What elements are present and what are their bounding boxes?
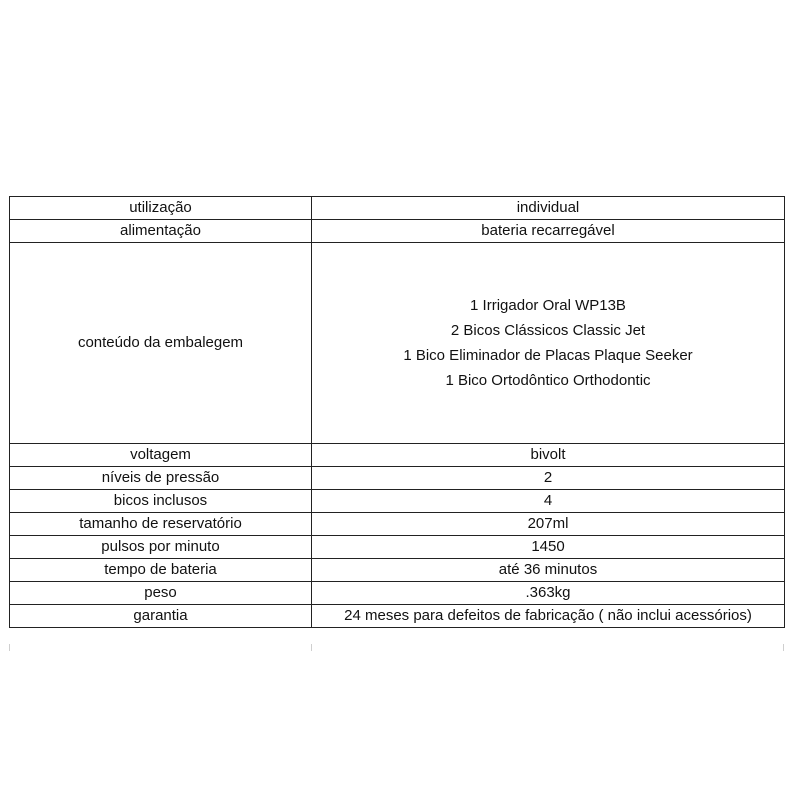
- table-row: [10, 444, 785, 467]
- content-item: 1 Irrigador Oral WP13B: [470, 297, 626, 314]
- row-label-niveis-pressao: níveis de pressão: [10, 467, 312, 490]
- row-value-voltagem: bivolt: [312, 444, 785, 467]
- table-row: [10, 536, 785, 559]
- row-label-garantia: garantia: [10, 605, 312, 628]
- row-label-conteudo: conteúdo da embalegem: [10, 243, 312, 444]
- table-row: [10, 582, 785, 605]
- row-value-alimentacao: bateria recarregável: [312, 220, 785, 243]
- row-label-peso: peso: [10, 582, 312, 605]
- table-row: [10, 605, 785, 628]
- table-row: [10, 490, 785, 513]
- content-item: 2 Bicos Clássicos Classic Jet: [450, 322, 646, 339]
- row-value-utilizacao: individual: [312, 197, 785, 220]
- row-label-reservatorio: tamanho de reservatório: [10, 513, 312, 536]
- table-row: [10, 559, 785, 582]
- row-label-utilizacao: utilização: [10, 197, 312, 220]
- row-value-bicos-inclusos: 4: [312, 490, 785, 513]
- row-label-pulsos: pulsos por minuto: [10, 536, 312, 559]
- row-value-reservatorio: 207ml: [312, 513, 785, 536]
- row-label-voltagem: voltagem: [10, 444, 312, 467]
- row-value-niveis-pressao: 2: [312, 467, 785, 490]
- gridline-tick: [311, 644, 312, 651]
- row-value-conteudo: [312, 243, 785, 444]
- gridline-tick: [783, 644, 784, 651]
- row-label-tempo-bateria: tempo de bateria: [10, 559, 312, 582]
- table-row: [10, 220, 785, 243]
- row-label-alimentacao: alimentação: [10, 220, 312, 243]
- row-value-pulsos: 1450: [312, 536, 785, 559]
- table-row: [10, 243, 785, 444]
- spec-table: [9, 196, 785, 628]
- table-row: [10, 513, 785, 536]
- content-item: 1 Bico Ortodôntico Orthodontic: [445, 372, 651, 389]
- row-label-bicos-inclusos: bicos inclusos: [10, 490, 312, 513]
- gridline-tick: [9, 644, 10, 651]
- content-item: 1 Bico Eliminador de Placas Plaque Seeker: [403, 347, 693, 364]
- row-value-peso: .363kg: [312, 582, 785, 605]
- table-row: [10, 197, 785, 220]
- row-value-tempo-bateria: até 36 minutos: [312, 559, 785, 582]
- row-value-garantia: 24 meses para defeitos de fabricação ( não inclui acessórios): [312, 605, 785, 628]
- table-row: [10, 467, 785, 490]
